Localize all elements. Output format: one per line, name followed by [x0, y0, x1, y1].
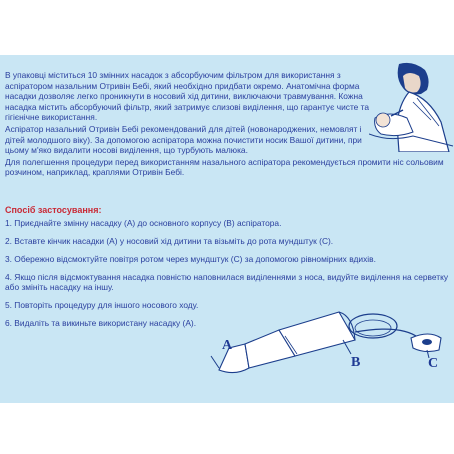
usage-step-2: 2. Вставте кінчик насадки (А) у носовий хід дитини та візьміть до рота мундштук (С). — [5, 236, 334, 246]
usage-step-4: 4. Якщо після відсмоктування насадка повністю наповнилася виділеннями з носа, видуйте виділення на серветку або змініть насадку на іншу. — [5, 272, 449, 293]
diagram-label-a: A — [222, 338, 233, 353]
tube-coil — [349, 314, 397, 338]
intro-text — [5, 70, 444, 178]
usage-step-5: 5. Повторіть процедуру для іншого носового ходу. — [5, 300, 199, 311]
aspirator-diagram — [205, 310, 450, 385]
intro-paragraph-2: Аспіратор назальний Отривін Бебі рекомендований для дітей (новонароджених, немовлят і дітей молодшого віку). За допомогою аспіратора можна почистити носик Вашої дитини, при цьому м'яко видалити носові виділення, що турбують малюка. — [5, 123, 362, 156]
parent-baby-illustration — [369, 62, 454, 152]
diagram-label-b: B — [351, 355, 361, 370]
intro-paragraph-3: Для полегшення процедури перед використанням назального аспіратора рекомендується промити ніс сольовим розчином, наприклад, краплями Отривін Бебі. — [5, 156, 444, 178]
diagram-label-c: C — [428, 356, 439, 371]
usage-step-3: 3. Обережно відсмоктуйте повітря ротом через мундштук (С) за допомогою рівномірних вдихів. — [5, 254, 376, 264]
body-b — [279, 312, 355, 356]
intro-paragraph-1: В упаковці міститься 10 змінних насадок з абсорбуючим фільтром для використання з аспіратором назальним Отривін Бебі, який необхідно придбати окремо. Анатомічна форма насадки дозволяє легко проникнути в носовий хід дитини, виключаючи травмування. Кожна насадка містить абсорбуючий фільтр, який затримує слизові виділення, що гарантує чисте та гігієнічне використання. — [5, 70, 370, 123]
usage-step-6: 6. Видаліть та викиньте використану насадку (А). — [5, 318, 197, 329]
usage-heading: Спосіб застосування: — [5, 205, 102, 215]
usage-step-1: 1. Приєднайте змінну насадку (А) до основного корпусу (В) аспіратора. — [5, 218, 282, 228]
